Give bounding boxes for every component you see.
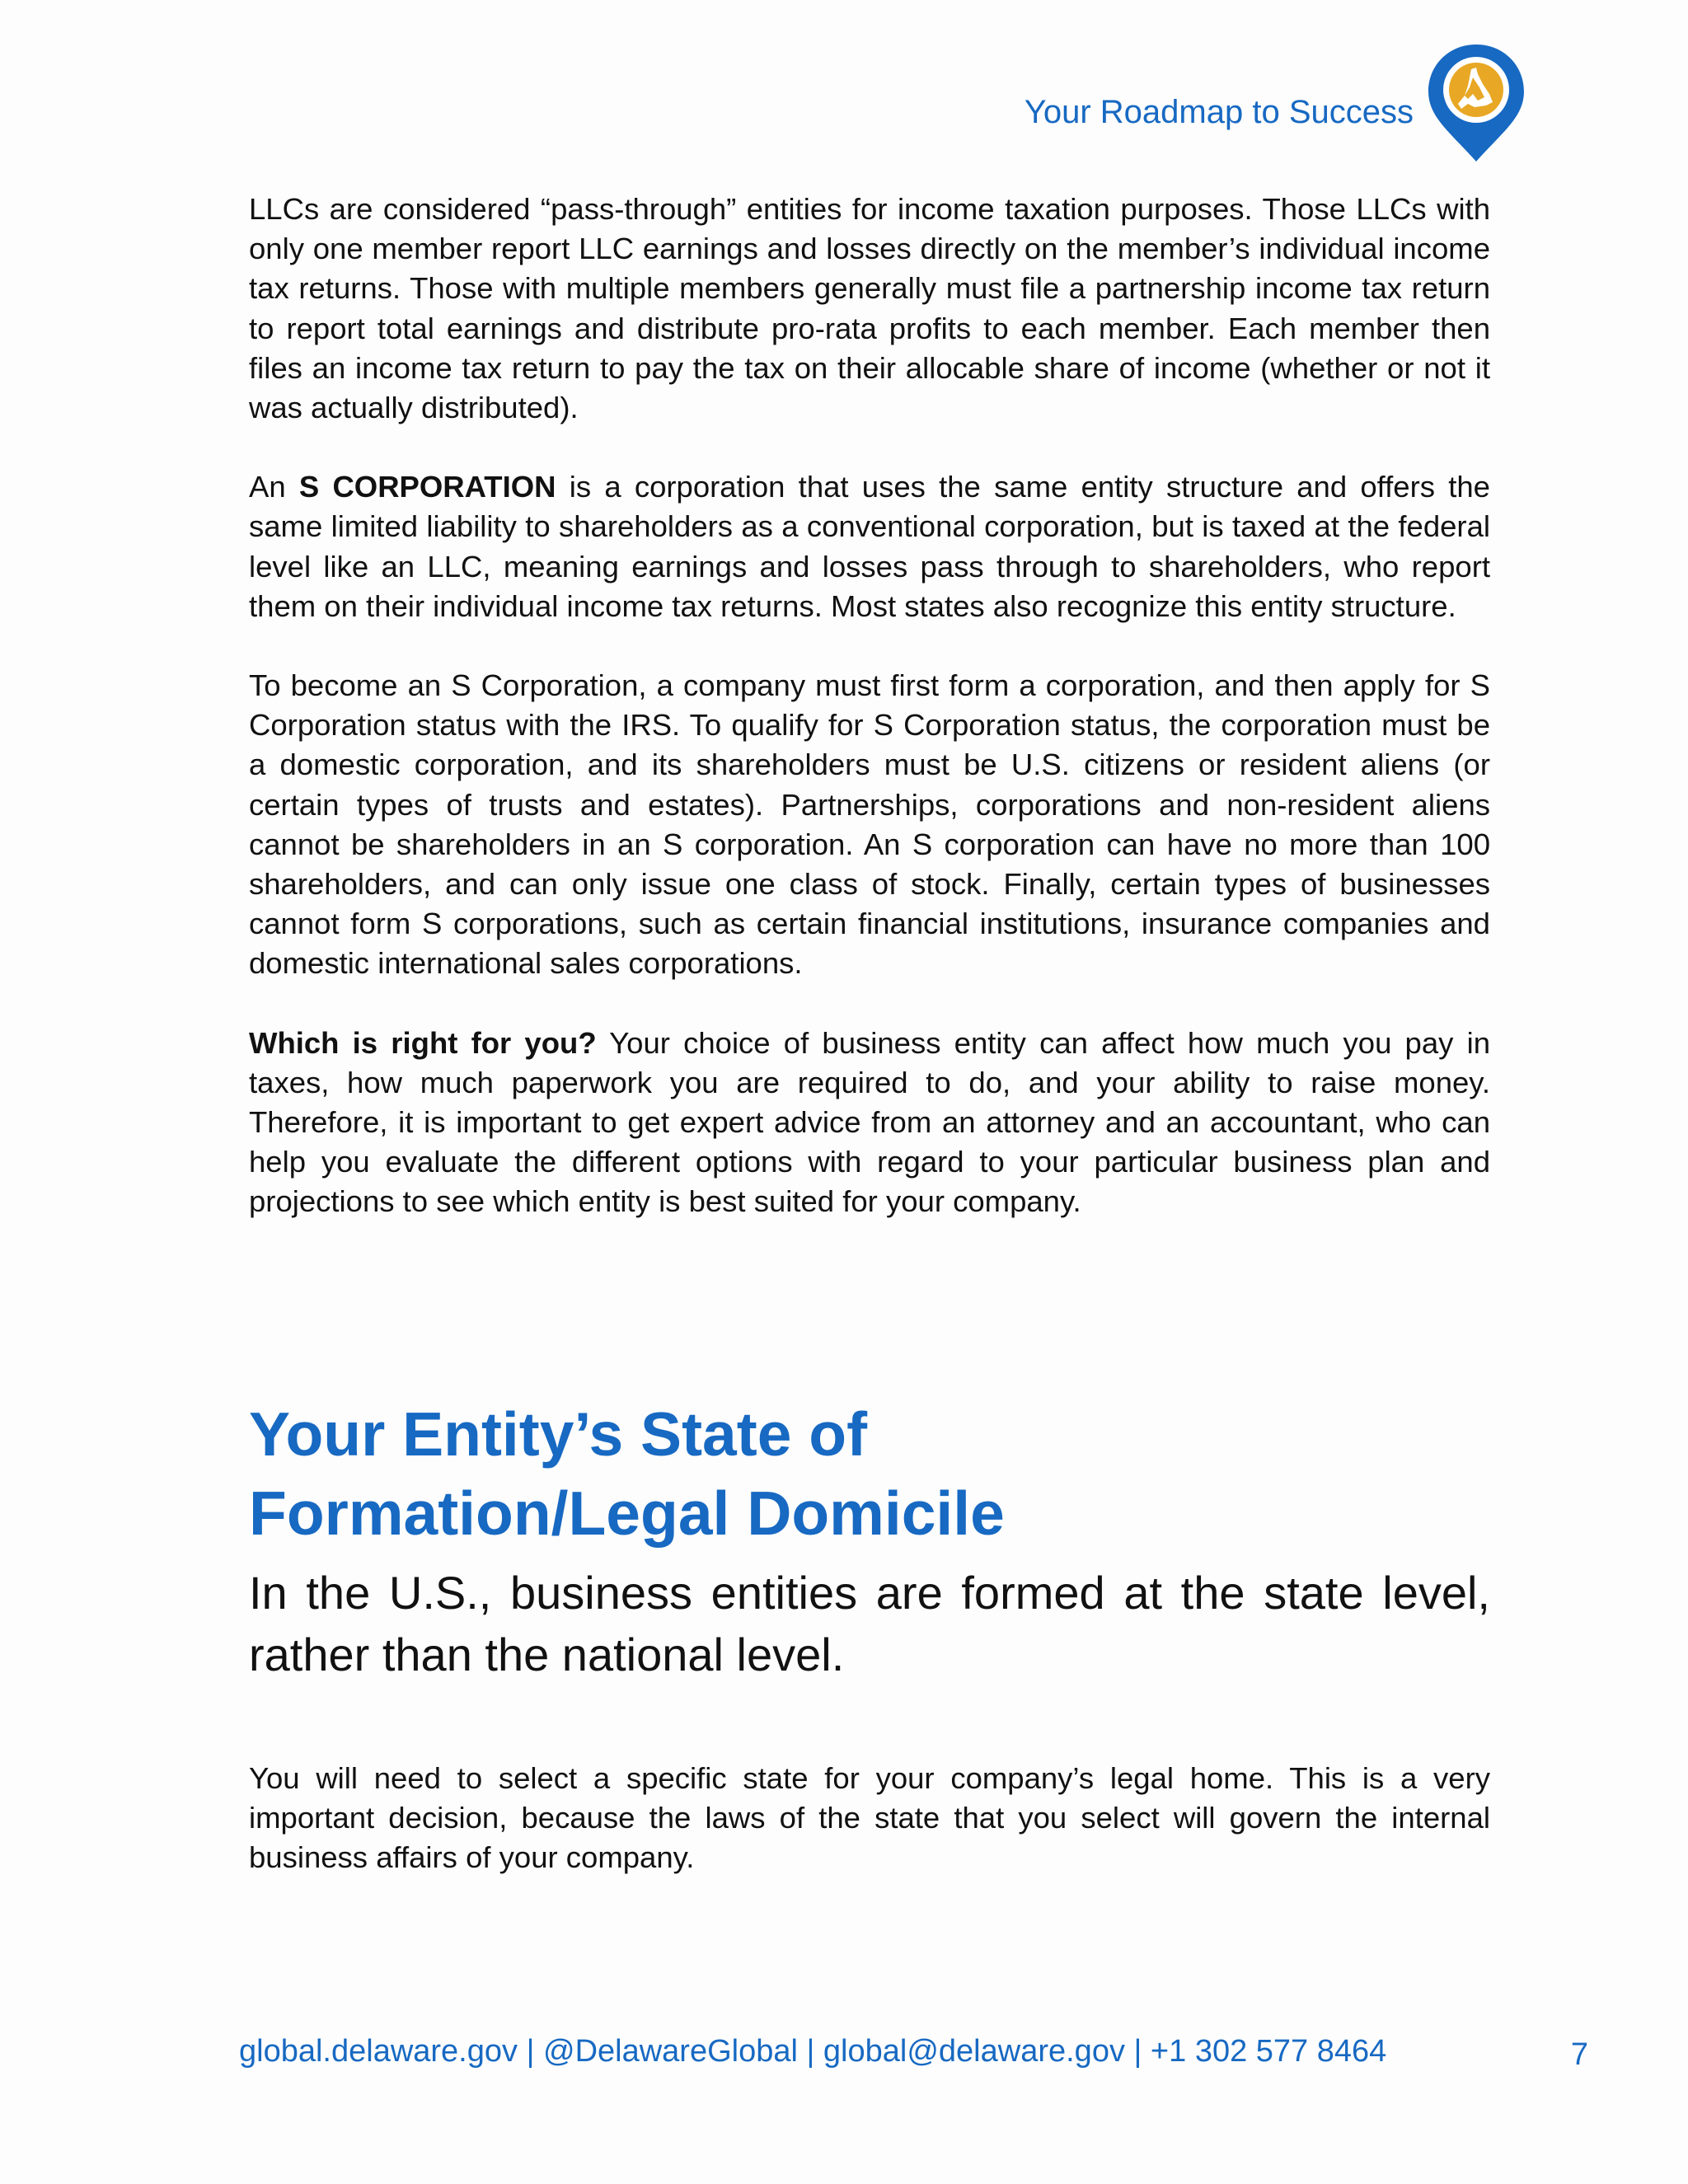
section-heading-line-2: Formation/Legal Domicile (249, 1479, 1005, 1548)
paragraph-which-is-right (249, 1024, 1490, 1222)
page-header (1025, 41, 1527, 165)
header-title: Your Roadmap to Success (1024, 94, 1414, 130)
paragraph-s-corp-requirements: To become an S Corporation, a company must first form a corporation, and then apply for S Corporation status with the IRS. To qualify for S Corporation status, the corporation must be a domestic corporation, and its shareholders must be U.S. citizens or resident aliens (or certain types of trusts and estates). Partnerships, corporations and non-resident aliens cannot be shareholders in an S corporation. An S corporation can have no more than 100 shareholders, and can only issue one class of stock. Finally, certain types of businesses cannot form S corporations, such as certain financial institutions, insurance companies and domestic international sales corporations. (249, 668, 1490, 981)
paragraph-legal-home: You will need to select a specific state for your company’s legal home. This is a very important decision, because the laws of the state that you select will govern the internal business affairs of your company. (249, 1761, 1490, 1875)
section-heading (249, 1394, 1490, 1553)
which-is-right-text: Your choice of business entity can affect how much you pay in taxes, how much paperwork you are required to do, and your ability to raise money. Therefore, it is important to get expert advice from an attorney and an accountant, who can help you evaluate the different options with regard to your particular business plan and projections to see which entity is best suited for your company. (249, 1025, 1491, 1219)
s-corp-definition: is a corporation that uses the same entity structure and offers the same limited liability to shareholders as a conventional corporation, but is taxed at the federal level like an LLC, meaning earnings and losses pass through to shareholders, who report them on their individual income tax returns. Most states also recognize this entity structure. (249, 470, 1490, 623)
s-corp-prefix: An (249, 470, 299, 504)
paragraph-llc-taxation: LLCs are considered “pass-through” entities for income taxation purposes. Those LLCs with only one member report LLC earnings and losses directly on the member’s individual income tax returns. Those with multiple members generally must file a partnership income tax return to report total earnings and distribute pro-rata profits to each member. Each member then files an income tax return to pay the tax on their allocable share of income (whether or not it was actually distributed). (249, 192, 1490, 425)
map-pin-delaware-icon (1425, 41, 1527, 163)
which-is-right-heading: Which is right for you? (249, 1025, 597, 1060)
s-corp-term: S CORPORATION (298, 470, 556, 504)
main-content (249, 190, 1490, 1262)
footer-contact: global.delaware.gov | @DelawareGlobal | global@delaware.gov | +1 302 577 8464 (239, 2034, 1387, 2069)
section-heading-line-1: Your Entity’s State of (249, 1399, 868, 1469)
page-number: 7 (1570, 2037, 1588, 2072)
paragraph-s-corporation (249, 467, 1490, 626)
section-lead: In the U.S., business entities are formed at the state level, rather than the national level. (249, 1567, 1490, 1680)
